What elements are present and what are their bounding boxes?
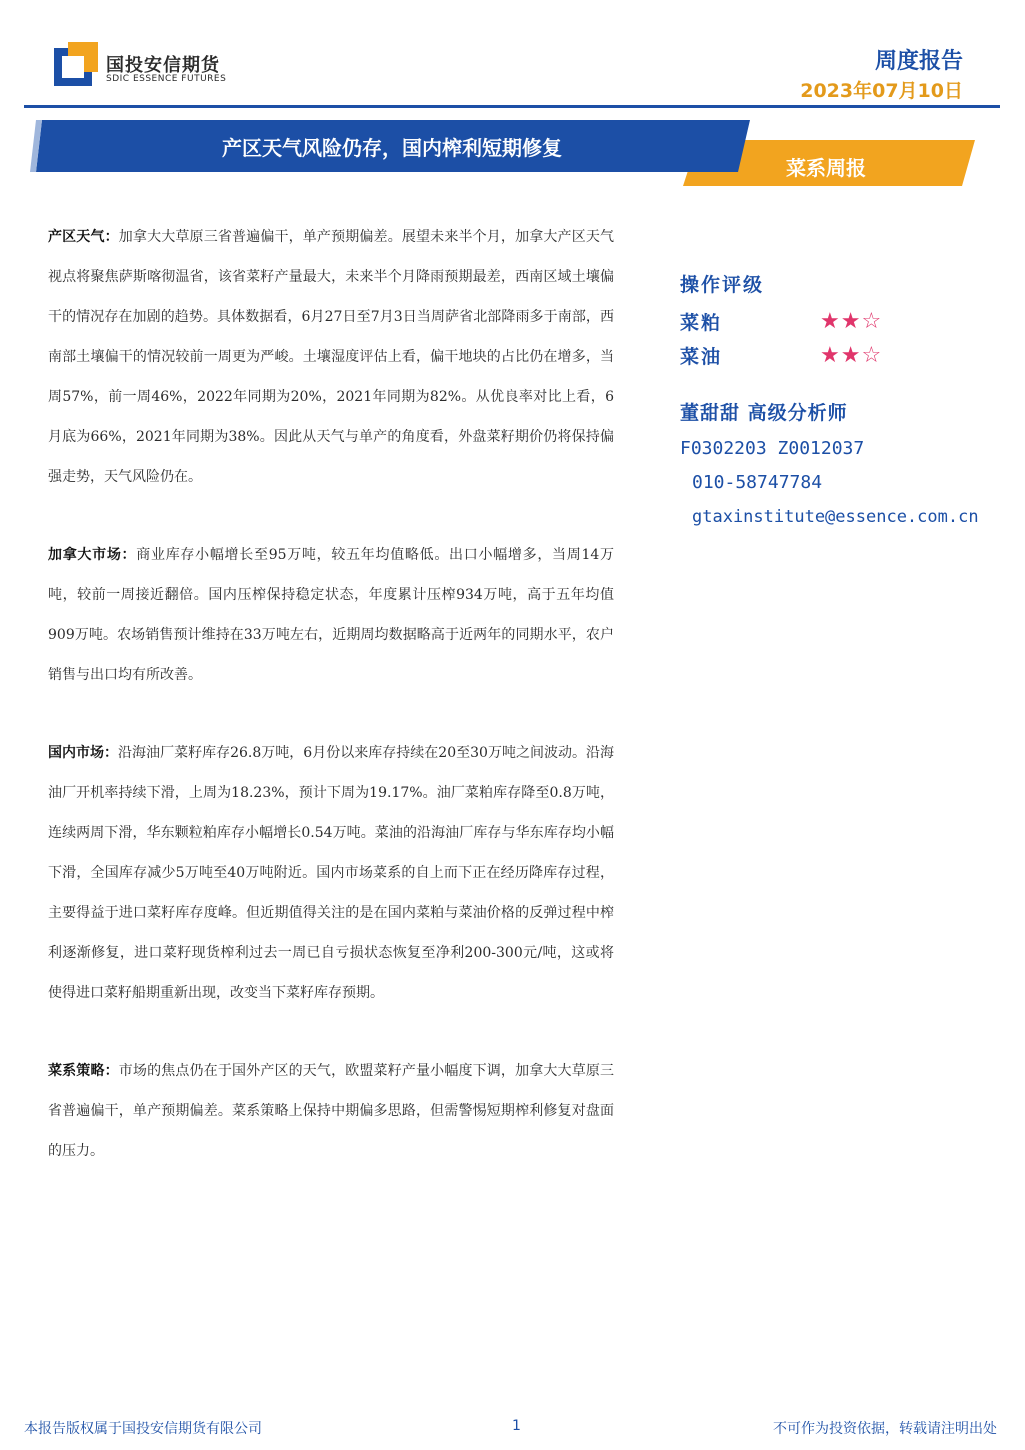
section-domestic-market <box>48 733 614 1013</box>
section-heading: 加拿大市场： <box>48 547 137 563</box>
section-body: 加拿大大草原三省普遍偏干，单产预期偏差。展望未来半个月，加拿大产区天气视点将聚焦萨斯喀彻温省，该省菜籽产量最大，未来半个月降雨预期最差，西南区域土壤偏干的情况存在加剧的趋势。具体数据看，6月27日至7月3日当周萨省北部降雨多于南部，西南部土壤偏干的情况较前一周更为严峻。土壤湿度评估上看，偏干地块的占比仍在增多，当周57%，前一周46%，2022年同期为20%，2021年同期为82%。从优良率对比上看，6月底为66%，2021年同期为38%。因此从天气与单产的角度看，外盘菜籽期价仍将保持偏强走势，天气风险仍在。 <box>48 229 615 485</box>
report-type: 周度报告 <box>874 49 963 74</box>
footer-disclaimer: 不可作为投资依据，转载请注明出处 <box>773 1421 997 1437</box>
section-body: 沿海油厂菜籽库存26.8万吨，6月份以来库存持续在20至30万吨之间波动。沿海油厂开机率持续下滑，上周为18.23%，预计下周为19.17%。油厂菜粕库存降至0.8万吨，连续两周下滑，华东颗粒粕库存小幅增长0.54万吨。菜油的沿海油厂库存与华东库存均小幅下滑，全国库存减少5万吨至40万吨附近。国内市场菜系的自上而下正在经历降库存过程，主要得益于进口菜籽库存度峰。但近期值得关注的是在国内菜粕与菜油价格的反弹过程中榨利逐渐修复，进口菜籽现货榨利过去一周已自亏损状态恢复至净利200-300元/吨，这或将使得进口菜籽船期重新出现，改变当下菜籽库存预期。 <box>48 745 614 1001</box>
page-number: 1 <box>512 1418 521 1434</box>
report-title: 产区天气风险仍存，国内榨利短期修复 <box>222 136 562 160</box>
section-heading: 产区天气： <box>48 229 119 245</box>
header-divider <box>24 105 1000 108</box>
analyst-cert: F0302203 Z0012037 <box>680 438 865 459</box>
rating-row-oil <box>680 338 1020 372</box>
analyst-phone: 010-58747784 <box>692 472 823 493</box>
analyst-email-link[interactable]: gtaxinstitute@essence.com.cn <box>692 507 979 527</box>
company-name-en: SDIC ESSENCE FUTURES <box>106 74 227 84</box>
section-strategy <box>48 1051 614 1171</box>
rating-row-meal <box>680 304 1020 338</box>
rating-name: 菜粕 <box>680 311 723 334</box>
analyst-name: 董甜甜 高级分析师 <box>680 402 848 424</box>
company-name-cn: 国投安信期货 <box>106 55 220 76</box>
sidebar <box>680 270 1020 534</box>
rating-stars-icon: ★★☆ <box>820 308 883 334</box>
rating-name: 菜油 <box>680 345 723 368</box>
report-date: 2023年07月10日 <box>800 80 963 102</box>
section-weather <box>48 217 614 497</box>
section-heading: 菜系策略： <box>48 1063 119 1079</box>
rating-stars-icon: ★★☆ <box>820 342 883 368</box>
footer-copyright: 本报告版权属于国投安信期货有限公司 <box>24 1421 262 1437</box>
section-body: 商业库存小幅增长至95万吨，较五年均值略低。出口小幅增多，当周14万吨，较前一周接近翻倍。国内压榨保持稳定状态，年度累计压榨934万吨，高于五年均值909万吨。农场销售预计维持在33万吨左右，近期周均数据略高于近两年的同期水平，农户销售与出口均有所改善。 <box>48 547 614 683</box>
company-logo-icon <box>54 42 98 86</box>
section-canada-market <box>48 535 614 695</box>
section-heading: 国内市场： <box>48 745 119 761</box>
subtitle-text: 菜系周报 <box>786 156 866 180</box>
section-body: 市场的焦点仍在于国外产区的天气，欧盟菜籽产量小幅度下调，加拿大大草原三省普遍偏干，单产预期偏差。菜系策略上保持中期偏多思路，但需警惕短期榨利修复对盘面的压力。 <box>48 1063 615 1159</box>
main-content <box>48 217 614 1209</box>
rating-title: 操作评级 <box>680 274 765 296</box>
